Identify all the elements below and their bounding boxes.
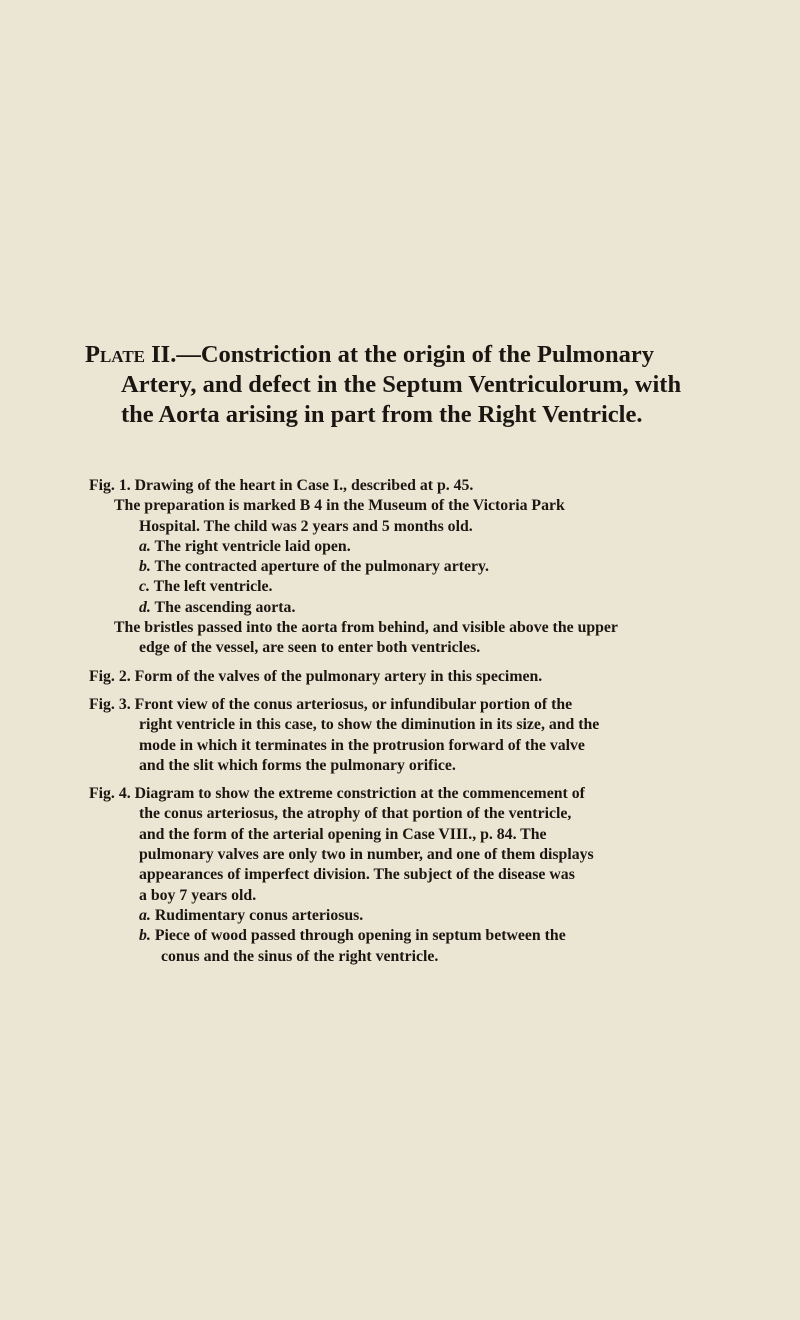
fig-4-line: pulmonary valves are only two in number, and one of them displays	[139, 846, 594, 864]
figure-descriptions	[89, 476, 689, 967]
fig-1-bristles-line: The bristles passed into the aorta from behind, and visible above the upper	[114, 619, 618, 637]
plate-heading	[85, 340, 725, 430]
item-text: The right ventricle laid open.	[154, 537, 351, 555]
item-letter: d.	[139, 598, 151, 616]
fig-4-block	[89, 784, 689, 967]
item-letter: b.	[139, 927, 151, 945]
fig-1-item-b	[89, 557, 689, 577]
fig-3-title: Fig. 3. Front view of the conus arteriosus, or infundibular portion of the	[89, 695, 573, 713]
item-text: The left ventricle.	[153, 578, 273, 596]
fig-4-item-a	[89, 906, 689, 926]
fig-1-block	[89, 476, 689, 659]
fig-1-title: Fig. 1. Drawing of the heart in Case I., described at p. 45.	[89, 477, 474, 494]
fig-4-title: Fig. 4. Diagram to show the extreme constriction at the commencement of	[89, 785, 585, 803]
item-text: Piece of wood passed through opening in septum between the	[154, 927, 566, 945]
heading-line-1-text: II.—Constriction at the origin of the Pulmonary	[145, 341, 655, 368]
fig-1-item-d	[89, 598, 689, 618]
fig-2-title: Fig. 2. Form of the valves of the pulmonary artery in this specimen.	[89, 667, 543, 685]
fig-3-line: mode in which it terminates in the protrusion forward of the valve	[139, 736, 585, 754]
item-text: Rudimentary conus arteriosus.	[154, 906, 364, 924]
fig-4-line: a boy 7 years old.	[139, 886, 257, 904]
fig-3-line: right ventricle in this case, to show the diminution in its size, and the	[139, 716, 600, 734]
item-text: The ascending aorta.	[154, 598, 296, 616]
item-text: The contracted aperture of the pulmonary artery.	[154, 558, 489, 576]
plate-label: Plate	[85, 341, 145, 368]
fig-1-bristles-line: edge of the vessel, are seen to enter both ventricles.	[139, 639, 481, 657]
fig-4-item-b	[89, 926, 689, 946]
fig-1-item-a	[89, 537, 689, 557]
fig-3-line: and the slit which forms the pulmonary orifice.	[139, 756, 456, 774]
item-letter: a.	[139, 906, 151, 924]
fig-3-block	[89, 695, 689, 776]
fig-1-item-c	[89, 577, 689, 597]
fig-4-item-b-cont: conus and the sinus of the right ventricle.	[161, 947, 439, 965]
fig-4-line: appearances of imperfect division. The subject of the disease was	[139, 866, 575, 884]
fig-4-line: the conus arteriosus, the atrophy of that portion of the ventricle,	[139, 805, 572, 823]
fig-4-line: and the form of the arterial opening in Case VIII., p. 84. The	[139, 825, 547, 843]
heading-line-1	[85, 340, 725, 370]
fig-1-para-line: The preparation is marked B 4 in the Museum of the Victoria Park	[114, 497, 565, 515]
heading-line-3: the Aorta arising in part from the Right Ventricle.	[121, 401, 643, 428]
fig-1-para-line: Hospital. The child was 2 years and 5 months old.	[139, 517, 473, 535]
item-letter: b.	[139, 558, 151, 576]
item-letter: a.	[139, 537, 151, 555]
fig-2-block	[89, 667, 689, 687]
item-letter: c.	[139, 578, 150, 596]
heading-line-2: Artery, and defect in the Septum Ventriculorum, with	[121, 371, 682, 398]
